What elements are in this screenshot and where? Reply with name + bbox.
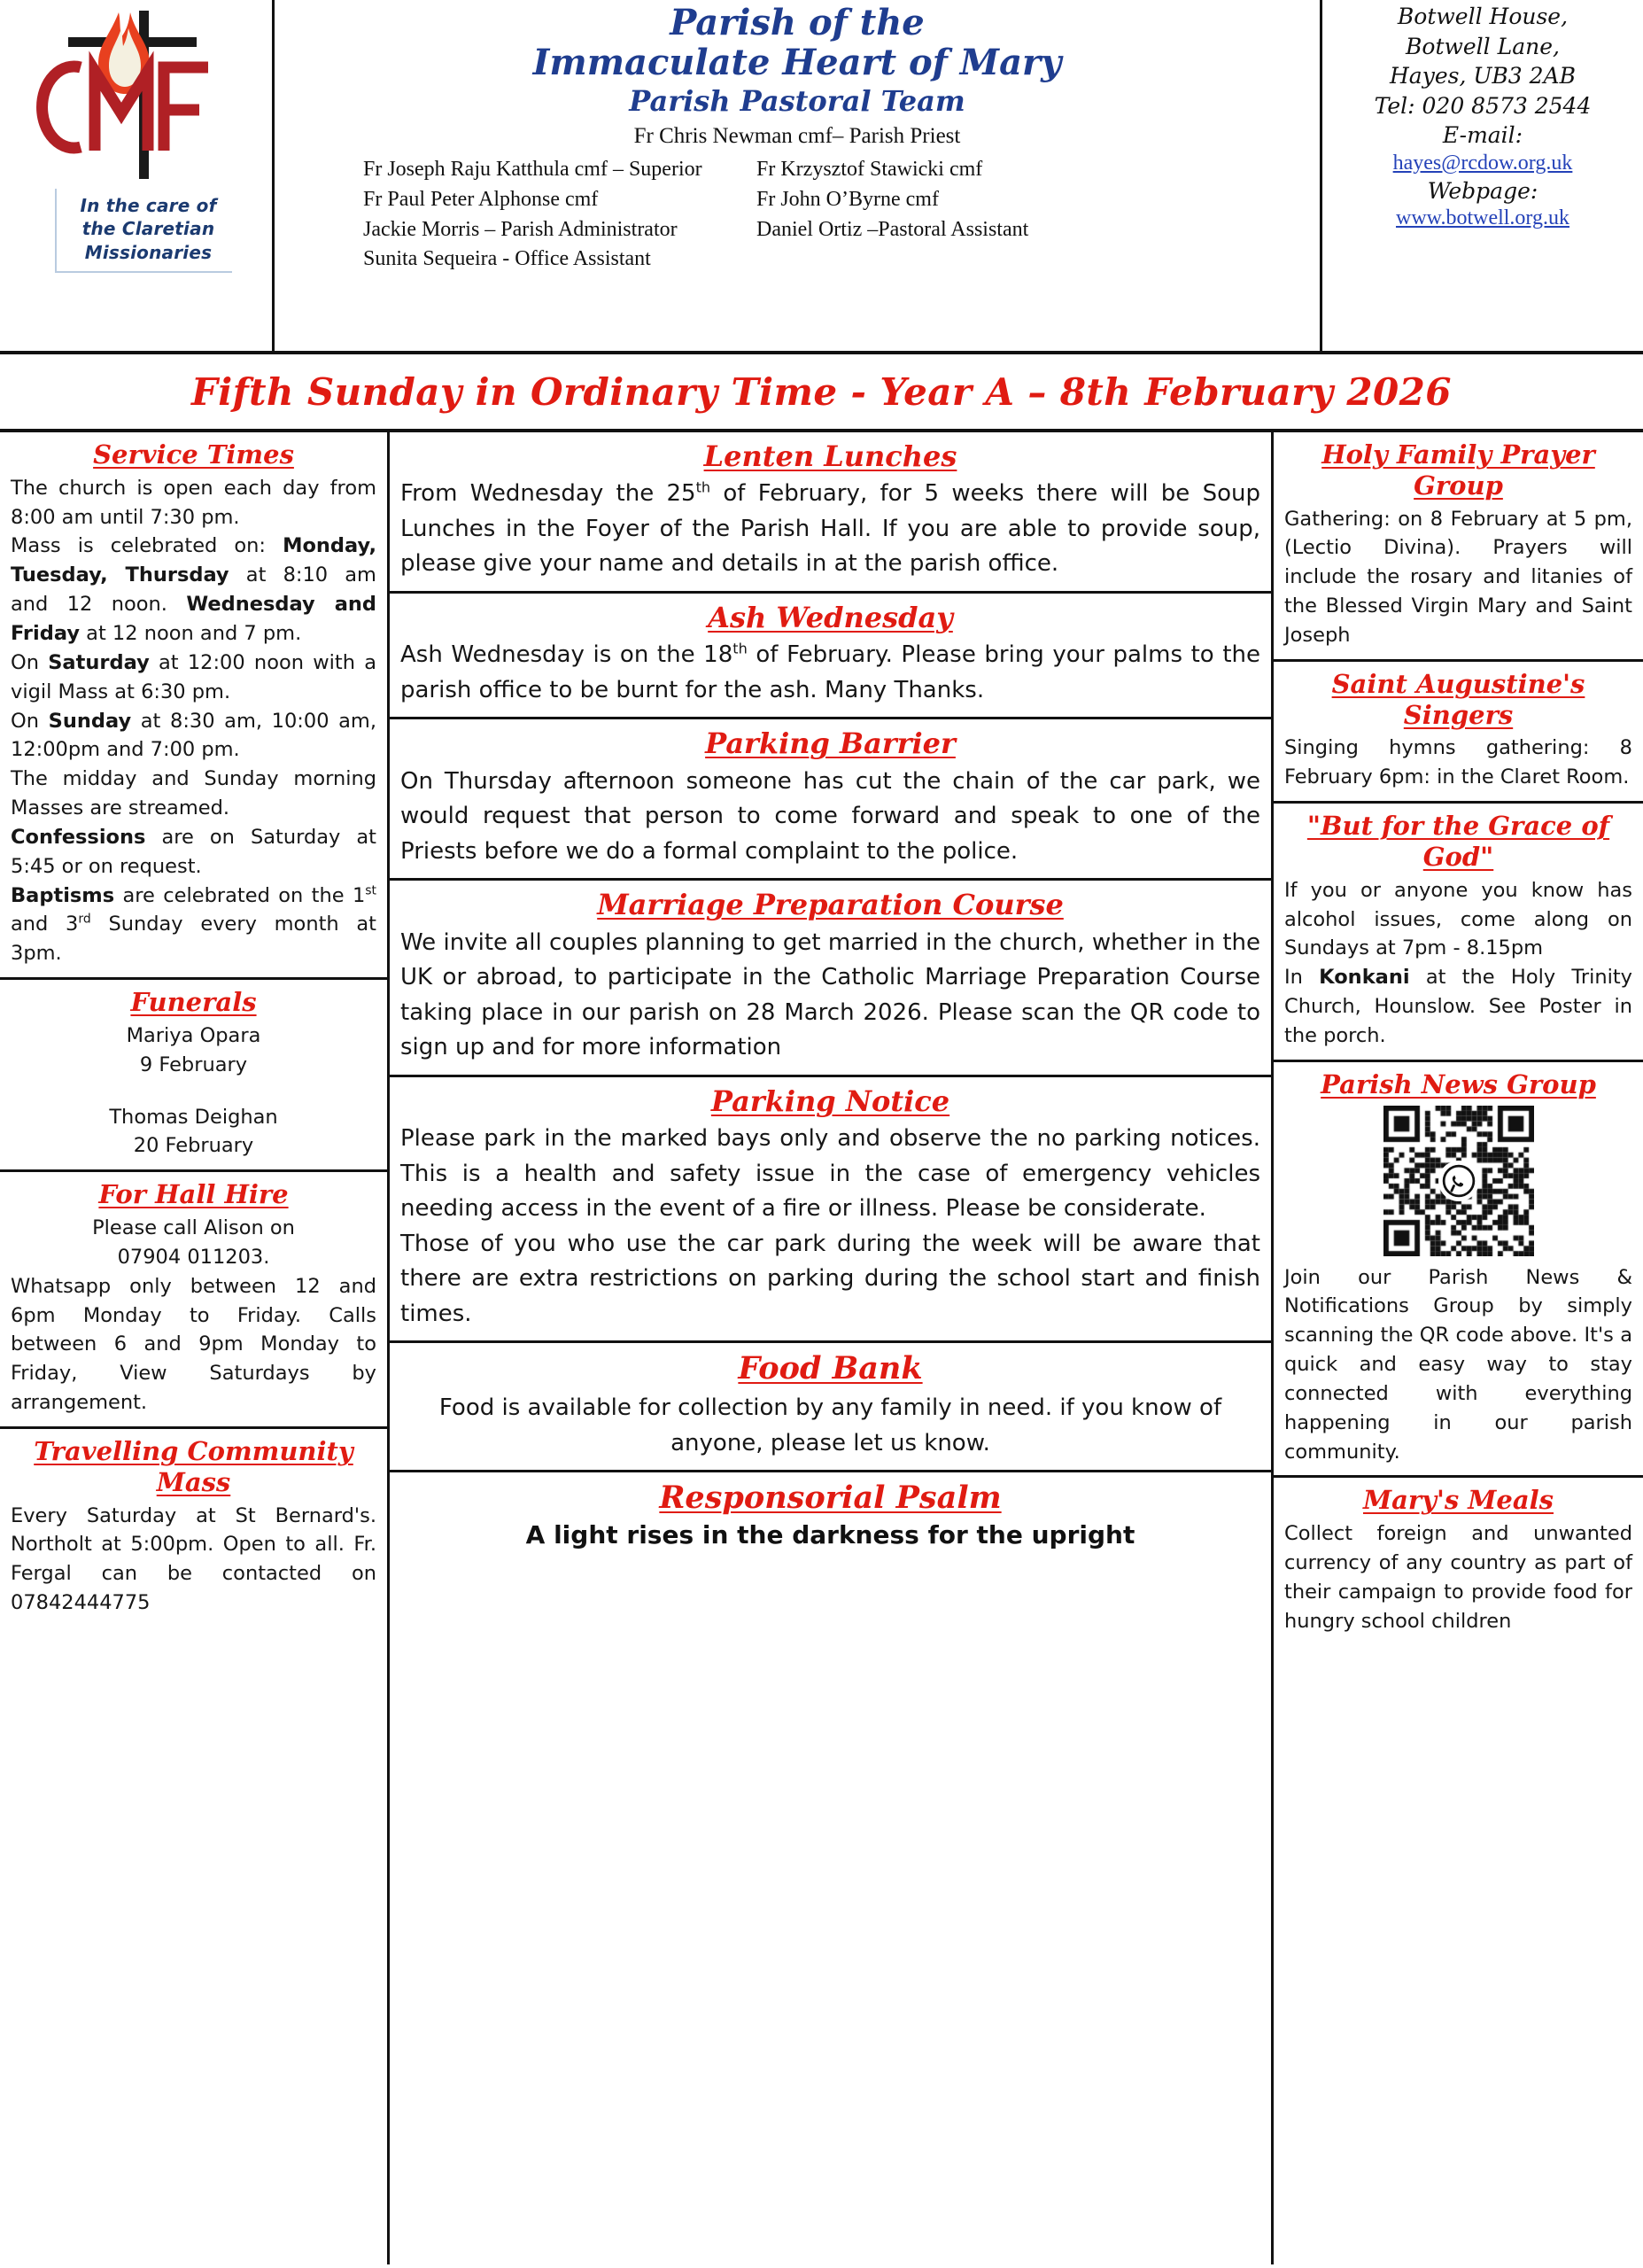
- middle-column: [390, 432, 1274, 2264]
- telephone-line: Tel: 020 8573 2544: [1374, 92, 1592, 119]
- prayer-group-heading: [1284, 439, 1632, 501]
- lenten-lunches-heading: Lenten Lunches: [703, 439, 957, 473]
- claretian-tag-line2: the Claretian: [81, 218, 215, 240]
- responsorial-psalm-body: A light rises in the darkness for the upright: [525, 1520, 1135, 1550]
- hall-hire-phone: 07904 011203.: [117, 1245, 270, 1269]
- section-responsorial-psalm: [390, 1472, 1271, 1558]
- news-group-heading: Parish News Group: [1321, 1068, 1596, 1099]
- ash-wednesday-pre: Ash Wednesday is on the 18: [400, 641, 733, 669]
- team-member: Jackie Morris – Parish Administrator: [363, 217, 678, 241]
- parking-notice-p1: Please park in the marked bays only and observe the no parking notices. This is a health and safety issue in the case of emergency vehicles needing access in the event of a fire or illness. Please be considerate.: [400, 1125, 1260, 1223]
- team-member: Fr Krzysztof Stawicki cmf: [756, 158, 983, 182]
- section-holy-family-prayer-group: [1274, 432, 1643, 662]
- parking-notice-p2: Those of you who use the car park during the week will be aware that there are extra restrictions on parking during the school start and finish times.: [400, 1230, 1260, 1327]
- marys-meals-heading: Mary's Meals: [1362, 1485, 1554, 1516]
- section-saint-augustines-singers: [1274, 662, 1643, 804]
- grace-of-god-p1: If you or anyone you know has alcohol issues, come along on Sundays at 7pm - 8.15pm: [1284, 878, 1632, 960]
- funerals-heading: Funerals: [130, 987, 257, 1018]
- lenten-lunches-pre: From Wednesday the 25: [400, 480, 696, 508]
- service-times-p2-pre: Mass is celebrated on:: [11, 534, 283, 558]
- lenten-lunches-post: of February, for 5 weeks there will be Soup Lunches in the Foyer of the Parish Hall. If you are able to provide soup, please give your name and details in at the parish office.: [400, 480, 1260, 578]
- parish-title-line2: Immaculate Heart of Mary: [532, 41, 1062, 83]
- service-times-p4-pre: On: [11, 709, 49, 733]
- address-line2: Botwell Lane,: [1406, 33, 1560, 59]
- funeral-entry: [11, 1021, 376, 1080]
- grace-of-god-heading-line2: God": [1422, 841, 1494, 872]
- ash-wednesday-heading: Ash Wednesday: [708, 600, 953, 634]
- prayer-group-heading-line1: Holy Family Prayer: [1321, 439, 1595, 470]
- section-parking-barrier: [390, 719, 1271, 881]
- confessions-text: are on Saturday at 5:45 or on request.: [11, 825, 376, 878]
- baptisms-mid2: and 3: [11, 913, 79, 936]
- section-marriage-preparation-course: [390, 881, 1271, 1076]
- service-times-p2-end: at 12 noon and 7 pm.: [80, 622, 302, 646]
- team-member: Fr John O’Byrne cmf: [756, 188, 939, 212]
- singers-heading-line2: Singers: [1403, 699, 1514, 730]
- service-times-heading: Service Times: [93, 439, 294, 470]
- ash-wednesday-body: [400, 638, 1260, 708]
- funeral-2-name: Thomas Deighan: [109, 1105, 278, 1129]
- cmf-logo-icon: [26, 5, 247, 187]
- masthead: [0, 0, 1643, 354]
- address-line3: Hayes, UB3 2AB: [1390, 63, 1576, 89]
- funeral-2-date: 20 February: [133, 1134, 254, 1158]
- konkani-bold: Konkani: [1319, 966, 1410, 990]
- baptisms-sup-1st: st: [365, 883, 376, 898]
- service-times-body: [11, 474, 376, 968]
- service-times-p3-end: at 12:00 noon with a vigil Mass at 6:30 pm.: [11, 650, 376, 703]
- ash-wednesday-sup: th: [732, 640, 748, 657]
- ash-wednesday-post: of February. Please bring your palms to the parish office to be burnt for the ash. Many Thanks.: [400, 641, 1260, 703]
- section-ash-wednesday: [390, 594, 1271, 719]
- baptisms-sup-3rd: rd: [78, 912, 91, 927]
- service-times-wedfri-bold: Wednesday and Friday: [11, 593, 376, 646]
- travelling-mass-body: Every Saturday at St Bernard's. Northolt at 5:00pm. Open to all. Fr. Fergal can be contacted on 07842444775: [11, 1503, 376, 1615]
- parish-title-line1: Parish of the: [670, 2, 925, 43]
- service-times-weekday-bold: Monday, Tuesday, Thursday: [11, 534, 376, 587]
- service-times-sunday-bold: Sunday: [48, 709, 132, 733]
- section-lenten-lunches: [390, 432, 1271, 594]
- hall-hire-call-line: Please call Alison on: [92, 1216, 295, 1240]
- grace-of-god-p2-end: at the Holy Trinity Church, Hounslow. See Poster in the porch.: [1284, 966, 1632, 1047]
- service-times-saturday-bold: Saturday: [48, 650, 150, 674]
- hall-hire-body: Whatsapp only between 12 and 6pm Monday to Friday. Calls between 6 and 9pm Monday to Friday, View Saturdays by arrangement.: [11, 1274, 376, 1415]
- food-bank-heading: Food Bank: [738, 1350, 923, 1387]
- lenten-lunches-body: [400, 477, 1260, 582]
- team-member: Fr Paul Peter Alphonse cmf: [363, 188, 599, 212]
- travelling-mass-heading-line1: Travelling Community: [34, 1436, 353, 1467]
- section-food-bank: [390, 1343, 1271, 1472]
- spacer: [11, 1080, 376, 1103]
- pastoral-team-list: [275, 156, 1320, 274]
- sunday-banner-title: Fifth Sunday in Ordinary Time - Year A – 8th February 2026: [191, 369, 1452, 414]
- marys-meals-body: Collect foreign and unwanted currency of any country as part of their campaign to provide food for hungry school children: [1284, 1522, 1632, 1633]
- section-funerals: [0, 980, 387, 1172]
- left-column: [0, 432, 390, 2264]
- service-times-p1: The church is open each day from 8:00 am until 7:30 pm.: [11, 476, 376, 529]
- whatsapp-qr-code-icon[interactable]: [1383, 1106, 1534, 1256]
- title-cell: [275, 0, 1320, 351]
- parking-barrier-body: On Thursday afternoon someone has cut the chain of the car park, we would request that person to come forward and speak to one of the Priests before we do a formal complaint to the police.: [400, 767, 1260, 865]
- funeral-entry: [11, 1103, 376, 1161]
- team-member: Daniel Ortiz –Pastoral Assistant: [756, 217, 1029, 241]
- singers-heading: [1284, 669, 1632, 731]
- right-column: [1274, 432, 1643, 2264]
- team-member: Sunita Sequeira - Office Assistant: [363, 247, 651, 271]
- parking-notice-heading: Parking Notice: [710, 1084, 950, 1118]
- responsorial-psalm-heading: Responsorial Psalm: [659, 1480, 1002, 1517]
- webpage-link[interactable]: www.botwell.org.uk: [1396, 206, 1569, 230]
- service-times-p3-pre: On: [11, 650, 49, 674]
- address-line1: Botwell House,: [1397, 4, 1569, 29]
- content-columns: [0, 432, 1643, 2264]
- logo-cell: [0, 0, 275, 351]
- section-parish-news-group: [1274, 1062, 1643, 1479]
- section-marys-meals: [1274, 1478, 1643, 1644]
- service-times-p5: The midday and Sunday morning Masses are streamed.: [11, 767, 376, 820]
- sunday-banner: [0, 354, 1643, 432]
- baptisms-end: Sunday every month at 3pm.: [11, 913, 376, 966]
- travelling-mass-heading: [11, 1436, 376, 1498]
- prayer-group-heading-line2: Group: [1414, 470, 1503, 501]
- qr-wrap: [1284, 1106, 1632, 1256]
- baptisms-bold: Baptisms: [11, 883, 115, 907]
- email-link[interactable]: hayes@rcdow.org.uk: [1392, 151, 1573, 175]
- whatsapp-icon: [1438, 1161, 1479, 1201]
- funeral-1-name: Mariya Opara: [126, 1023, 261, 1047]
- team-member: [756, 245, 1320, 274]
- section-but-for-the-grace-of-god: [1274, 804, 1643, 1062]
- news-group-body: Join our Parish News & Notifications Group by simply scanning the QR code above. It's a quick and easy way to stay connected with everything happening in our parish community.: [1284, 1265, 1632, 1464]
- contact-block: [1320, 0, 1643, 351]
- prayer-group-body: Gathering: on 8 February at 5 pm, (Lectio Divina). Prayers will include the rosary and litanies of the Blessed Virgin Mary and Saint Joseph: [1284, 507, 1632, 647]
- hall-hire-contact: [11, 1214, 376, 1272]
- singers-body: Singing hymns gathering: 8 February 6pm: in the Claret Room.: [1284, 736, 1632, 789]
- webpage-label: Webpage:: [1427, 177, 1538, 204]
- service-times-p4-end: at 8:30 am, 10:00 am, 12:00pm and 7:00 pm.: [11, 709, 376, 762]
- funeral-1-date: 9 February: [139, 1052, 248, 1076]
- section-service-times: [0, 432, 387, 980]
- confessions-bold: Confessions: [11, 825, 146, 849]
- section-travelling-community-mass: [0, 1429, 387, 1627]
- hall-hire-heading: For Hall Hire: [98, 1179, 289, 1210]
- section-parking-notice: [390, 1077, 1271, 1343]
- grace-of-god-p2-pre: In: [1284, 966, 1320, 990]
- claretian-tag-line1: In the care of: [80, 195, 217, 216]
- grace-of-god-p2: [1284, 963, 1632, 1051]
- baptisms-mid: are celebrated on the 1: [114, 883, 366, 907]
- grace-of-god-heading-line1: "But for the Grace of: [1306, 811, 1610, 842]
- food-bank-body: Food is available for collection by any family in need. if you know of anyone, please let us know.: [438, 1394, 1222, 1456]
- lenten-lunches-sup: th: [695, 478, 711, 496]
- email-label: E-mail:: [1442, 122, 1523, 148]
- marriage-course-body: We invite all couples planning to get married in the church, whether in the UK or abroad, to participate in the Catholic Marriage Preparation Course taking place in our parish on 28 March 2026. Please scan the QR code to sign up and for more information: [400, 928, 1260, 1061]
- team-member: Fr Joseph Raju Katthula cmf – Superior: [363, 158, 702, 182]
- claretian-care-tagline: [55, 189, 232, 273]
- section-hall-hire: [0, 1172, 387, 1429]
- singers-heading-line1: Saint Augustine's: [1331, 668, 1585, 699]
- service-times-p2-mid: at 8:10 am and 12 noon.: [11, 563, 376, 617]
- travelling-mass-heading-line2: Mass: [156, 1466, 231, 1497]
- parking-barrier-heading: Parking Barrier: [705, 726, 956, 761]
- page-title: [533, 4, 1062, 117]
- parish-pastoral-team-label: Parish Pastoral Team: [629, 83, 965, 118]
- claretian-tag-line3: Missionaries: [84, 241, 213, 263]
- parish-priest-line: Fr Chris Newman cmf– Parish Priest: [633, 124, 961, 149]
- grace-of-god-heading: [1284, 811, 1632, 873]
- marriage-course-heading: Marriage Preparation Course: [597, 888, 1064, 922]
